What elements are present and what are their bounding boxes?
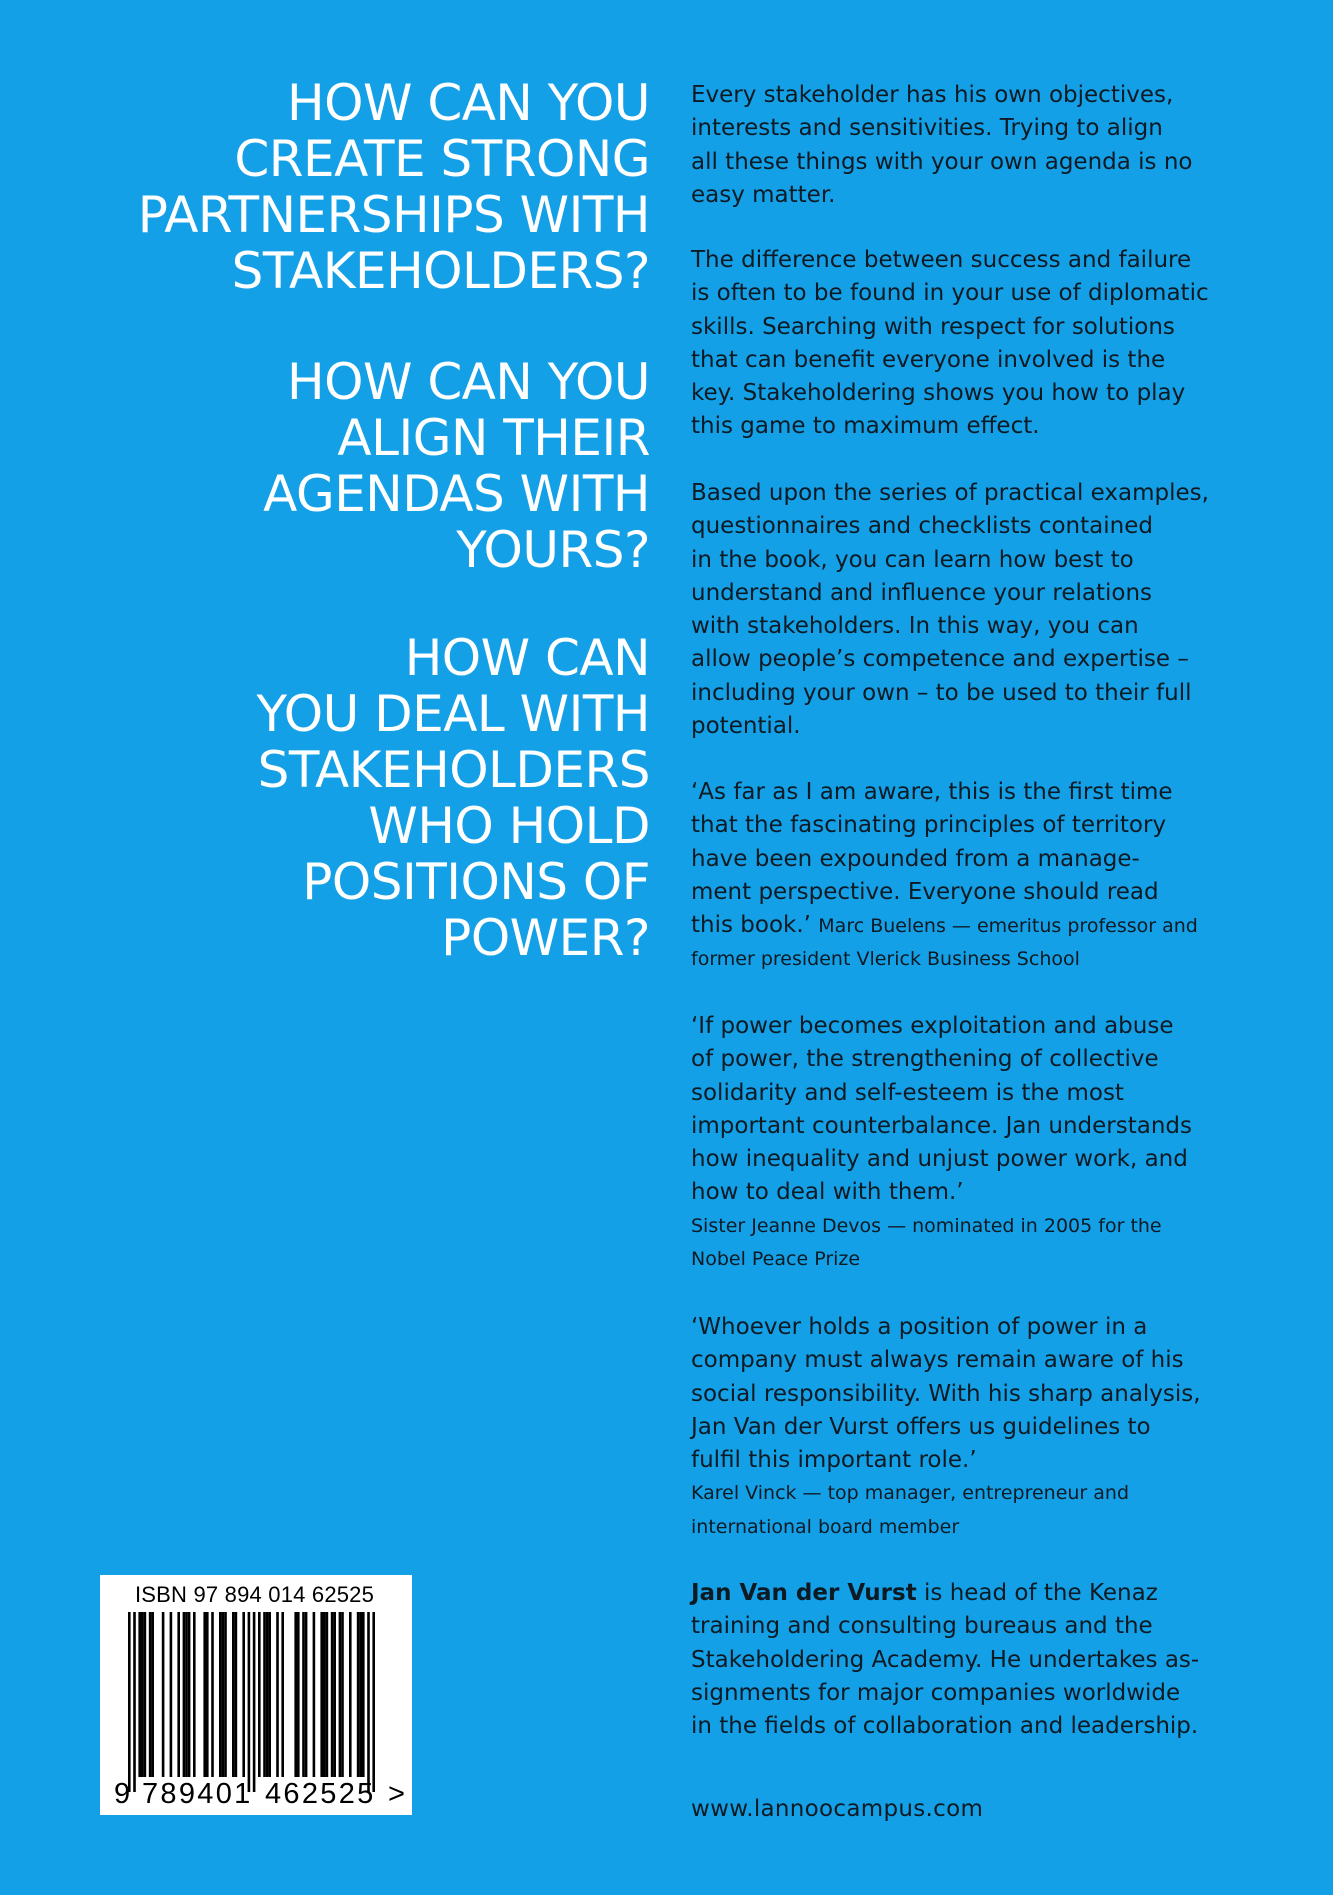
bio-line: signments for major companies worldwide (691, 1679, 1181, 1706)
bio-line: training and consulting bureaus and the (691, 1613, 1153, 1640)
text-line: this game to maximum effect. (691, 413, 1040, 440)
barcode-bar (224, 1612, 227, 1777)
text-line: including your own – to be used to their full (691, 679, 1192, 706)
barcode-bar (320, 1612, 323, 1777)
quote-attribution: Marc Buelens — emeritus professor and (818, 915, 1198, 938)
text-line: The difference between success and failure (691, 247, 1192, 273)
barcode-bar (206, 1612, 209, 1777)
barcode-bar (339, 1612, 342, 1777)
quote-attribution: former president Vlerick Business School (691, 948, 1080, 971)
quote-line: solidarity and self-esteem is the most (691, 1079, 1124, 1106)
barcode-bar (297, 1612, 300, 1777)
text-line: Every stakeholder has his own objectives, (691, 82, 1174, 108)
quote-line: how inequality and unjust power work, and (691, 1146, 1188, 1173)
barcode-bar (185, 1612, 188, 1777)
text-line: interests and sensitivities. Trying to align (691, 115, 1163, 142)
headline-line: CREATE STRONG (234, 130, 650, 188)
quote-attribution: Nobel Peace Prize (691, 1248, 861, 1271)
quote-line: ‘If power becomes exploitation and abuse (691, 1013, 1174, 1039)
quote-line: important counterbalance. Jan understands (691, 1112, 1192, 1139)
text-line: is often to be found in your use of diplomatic (691, 280, 1209, 307)
barcode-bar (211, 1612, 214, 1777)
barcode-bar (313, 1612, 316, 1777)
headline-line: STAKEHOLDERS (257, 741, 650, 799)
barcode-guard-bar (128, 1612, 131, 1792)
bio-line: in the fields of collaboration and leadership. (691, 1713, 1199, 1740)
text-line: skills. Searching with respect for solutions (691, 313, 1175, 340)
headline-line: WHO HOLD (368, 797, 650, 855)
intro-paragraph (691, 79, 1327, 212)
quote-line-with-attribution (691, 909, 1327, 943)
barcode-bar (359, 1612, 362, 1777)
barcode-right-digits: 462525 (265, 1778, 376, 1810)
barcode-bar (242, 1612, 245, 1777)
text-line: that can benefit everyone involved is the (691, 346, 1166, 373)
headline-line: POWER? (441, 909, 650, 967)
barcode-first-digit: 9 (114, 1778, 131, 1810)
headline-line: PARTNERSHIPS WITH (137, 186, 650, 244)
text-line: understand and influence your relations (691, 579, 1153, 606)
barcode-arrow: > (388, 1778, 405, 1810)
barcode-bar (258, 1612, 261, 1777)
barcode-left-digits: 789401 (142, 1778, 253, 1810)
barcode-bar (294, 1612, 297, 1777)
barcode-bar (268, 1612, 271, 1777)
barcode-guard-bar (133, 1612, 136, 1792)
bio-line: Stakeholdering Academy. He undertakes as- (691, 1646, 1200, 1673)
quote-line: Jan Van der Vurst offers us guidelines to (691, 1413, 1151, 1440)
barcode-bar (138, 1612, 141, 1777)
quote-line: fulfil this important role.’ (691, 1447, 977, 1474)
barcode-bar (232, 1612, 235, 1777)
quote-line: ‘Whoever holds a position of power in a (691, 1314, 1148, 1340)
text-line: allow people’s competence and expertise – (691, 646, 1189, 673)
barcode-bar (235, 1612, 238, 1777)
quote-line: this book.’ (691, 912, 811, 939)
author-name: Jan Van der Vurst (691, 1580, 917, 1606)
barcode-bar (162, 1612, 165, 1777)
barcode-bar (323, 1612, 326, 1777)
headline-line: AGENDAS WITH (263, 465, 650, 523)
quote-line: ment perspective. Everyone should read (691, 878, 1159, 905)
barcode-bar (177, 1612, 180, 1777)
headline-line: YOU DEAL WITH (256, 685, 650, 743)
quote-line: that the fascinating principles of territory (691, 812, 1167, 839)
text-line: in the book, you can learn how best to (691, 546, 1134, 573)
barcode-bar (326, 1612, 329, 1777)
diplomacy-paragraph (691, 244, 1327, 444)
examples-paragraph (691, 477, 1327, 743)
quote-line: social responsibility. With his sharp analysis, (691, 1380, 1201, 1407)
barcode-bar (357, 1612, 360, 1777)
headline-agendas (263, 354, 650, 578)
barcode-guard-bar (253, 1612, 256, 1792)
headline-line: HOW CAN YOU (287, 74, 650, 132)
barcode-bar (362, 1612, 365, 1777)
headline-line: HOW CAN (404, 629, 650, 687)
barcode-bar (302, 1612, 305, 1777)
isbn-label: ISBN 97 894 014 62525 (135, 1582, 375, 1607)
barcode-bar (222, 1612, 225, 1777)
barcode-bar (188, 1612, 191, 1777)
text-line: easy matter. (691, 181, 836, 208)
barcode-bar (263, 1612, 266, 1777)
text-line: potential. (691, 713, 801, 740)
quote-vinck (691, 1311, 1327, 1544)
text-line: questionnaires and checklists contained (691, 513, 1153, 540)
headline-line: POSITIONS OF (302, 853, 650, 911)
barcode-bar (331, 1612, 334, 1777)
headline-power (256, 630, 650, 966)
headline-line: HOW CAN YOU (287, 353, 650, 411)
text-line: all these things with your own agenda is no (691, 148, 1193, 175)
headline-line: STAKEHOLDERS? (231, 242, 650, 300)
barcode-bar (266, 1612, 269, 1777)
text-line: with stakeholders. In this way, you can (691, 613, 1139, 640)
barcode-guard-bar (248, 1612, 251, 1792)
barcode-guard-bar (367, 1612, 370, 1792)
quote-line: have been expounded from a manage- (691, 845, 1140, 872)
barcode-bar (281, 1612, 284, 1777)
barcode-bar (149, 1612, 152, 1777)
quote-line: how to deal with them.’ (691, 1179, 964, 1206)
isbn-barcode (100, 1575, 412, 1815)
quote-attribution: international board member (691, 1515, 960, 1538)
author-bio (691, 1577, 1327, 1743)
barcode-bar (183, 1612, 186, 1777)
quote-line: company must always remain aware of his (691, 1347, 1184, 1374)
quote-devos (691, 1010, 1327, 1276)
barcode-bar (305, 1612, 308, 1777)
bio-first-line (691, 1577, 1327, 1610)
quote-attribution: Karel Vinck — top manager, entrepreneur and (691, 1482, 1130, 1505)
headline-line: ALIGN THEIR (337, 409, 650, 467)
bio-text: is head of the Kenaz (916, 1580, 1158, 1606)
quote-buelens (691, 776, 1327, 977)
barcode-bar (276, 1612, 279, 1777)
barcode-bar (151, 1612, 154, 1777)
headline-line: YOURS? (456, 521, 650, 579)
barcode-bar (349, 1612, 352, 1777)
headline-partnerships (138, 75, 650, 299)
barcode-bar (219, 1612, 222, 1777)
barcode-bar (170, 1612, 173, 1777)
publisher-website[interactable]: www.lannoocampus.com (691, 1796, 984, 1822)
barcode-bar (333, 1612, 336, 1777)
quote-attribution: Sister Jeanne Devos — nominated in 2005 for the (691, 1214, 1162, 1237)
barcode-bar (203, 1612, 206, 1777)
quote-line: of power, the strengthening of collective (691, 1046, 1159, 1073)
barcode-bar (193, 1612, 196, 1777)
barcode-bar (341, 1612, 344, 1777)
barcode-bar (144, 1612, 147, 1777)
text-line: key. Stakeholdering shows you how to play (691, 380, 1186, 407)
text-line: Based upon the series of practical examples, (691, 480, 1209, 506)
barcode-bar (141, 1612, 144, 1777)
barcode-guard-bar (372, 1612, 375, 1792)
quote-line: ‘As far as I am aware, this is the first time (691, 779, 1173, 805)
